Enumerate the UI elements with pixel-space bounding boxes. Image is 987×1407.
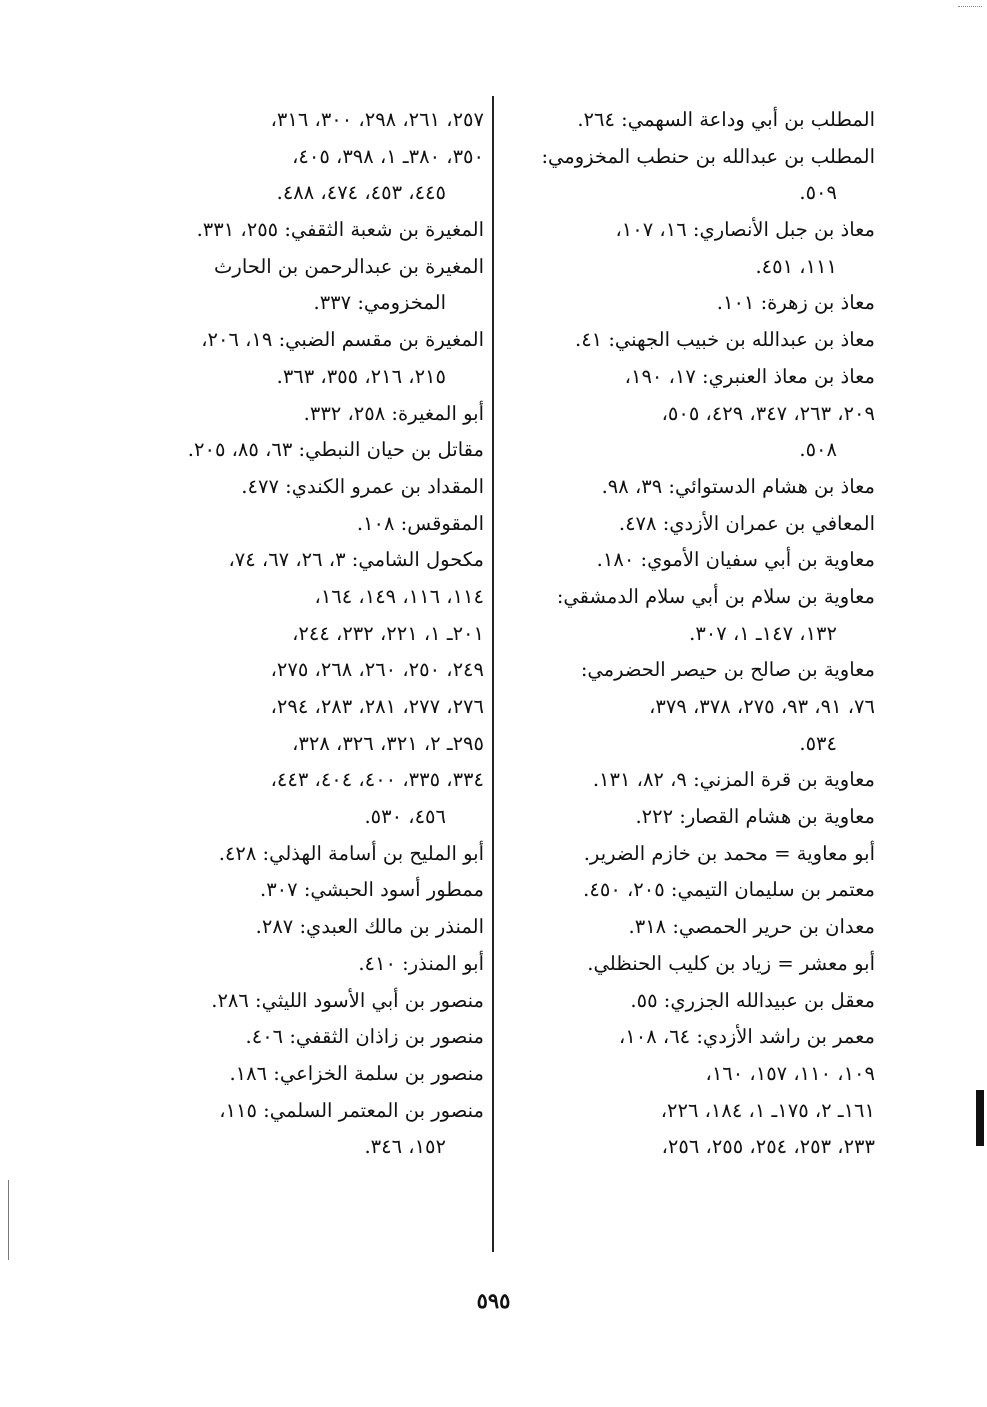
index-line: معاوية بن أبي سفيان الأموي: ١٨٠. xyxy=(596,548,875,572)
index-line: المطلب بن عبدالله بن حنطب المخزومي: xyxy=(541,144,875,168)
column-divider xyxy=(492,96,494,1252)
index-line: المغيرة بن مقسم الضبي: ١٩، ٢٠٦، xyxy=(201,328,484,352)
index-line: أبو المغيرة: ٢٥٨، ٣٣٢. xyxy=(303,401,484,425)
index-line: أبو معاوية = محمد بن خازم الضرير. xyxy=(583,841,875,865)
index-line: ١٦١ـ ٢، ١٧٥ـ ١، ١٨٤، ٢٢٦، xyxy=(660,1098,875,1122)
index-line: ٢٠٩، ٢٦٣، ٣٤٧، ٤٢٩، ٥٠٥، xyxy=(661,401,875,425)
index-line: معاوية بن قرة المزني: ٩، ٨٢، ١٣١. xyxy=(592,768,875,792)
index-line: ١١١، ٤٥١. xyxy=(755,254,837,278)
index-line: المقوقس: ١٠٨. xyxy=(356,511,484,535)
index-line: ٢٩٥ـ ٢، ٣٢١، ٣٢٦، ٣٢٨، xyxy=(292,731,484,755)
index-line: معاوية بن هشام القصار: ٢٢٢. xyxy=(635,805,875,829)
index-line: ٤٤٥، ٤٥٣، ٤٧٤، ٤٨٨. xyxy=(276,181,446,205)
index-line: ٢٥٧، ٢٦١، ٢٩٨، ٣٠٠، ٣١٦، xyxy=(270,108,484,131)
index-line: ١٣٢، ١٤٧ـ ١، ٣٠٧. xyxy=(689,621,837,645)
index-line: ٤٥٦، ٥٣٠. xyxy=(364,805,446,829)
index-line: ٢٠١ـ ١، ٢٢١، ٢٣٢، ٢٤٤، xyxy=(292,621,484,645)
scan-artifact xyxy=(958,6,982,8)
index-line: ٣٥٠، ٣٨٠ـ ١، ٣٩٨، ٤٠٥، xyxy=(292,144,484,168)
index-line: معاوية بن صالح بن حيصر الحضرمي: xyxy=(580,658,875,682)
index-line: ١٠٩، ١١٠، ١٥٧، ١٦٠، xyxy=(705,1061,875,1085)
index-line: مكحول الشامي: ٣، ٢٦، ٦٧، ٧٤، xyxy=(228,548,484,572)
index-line: معاذ بن زهرة: ١٠١. xyxy=(716,291,875,315)
index-line: معاذ بن معاذ العنبري: ١٧، ١٩٠، xyxy=(624,364,875,388)
index-line: معاذ بن هشام الدستوائي: ٣٩، ٩٨. xyxy=(601,474,875,498)
index-line: المخزومي: ٣٣٧. xyxy=(313,291,446,315)
index-line: مقاتل بن حيان النبطي: ٦٣، ٨٥، ٢٠٥. xyxy=(187,438,484,462)
index-line: المغيرة بن شعبة الثقفي: ٢٥٥، ٣٣١. xyxy=(196,218,484,242)
index-line: ٧٦، ٩١، ٩٣، ٢٧٥، ٣٧٨، ٣٧٩، xyxy=(649,695,875,718)
index-line: معقل بن عبيدالله الجزري: ٥٥. xyxy=(630,988,875,1012)
index-line: معاذ بن عبدالله بن خبيب الجهني: ٤١. xyxy=(574,328,875,352)
index-line: معمر بن راشد الأزدي: ٦٤، ١٠٨، xyxy=(618,1025,875,1049)
index-line: ممطور أسود الحبشي: ٣٠٧. xyxy=(260,878,484,902)
index-line: المعافي بن عمران الأزدي: ٤٧٨. xyxy=(618,511,875,535)
index-line: منصور بن سلمة الخزاعي: ١٨٦. xyxy=(229,1061,484,1085)
index-column-right xyxy=(505,102,875,1166)
index-line: ٢٤٩، ٢٥٠، ٢٦٠، ٢٦٨، ٢٧٥، xyxy=(270,658,484,682)
index-line: المقداد بن عمرو الكندي: ٤٧٧. xyxy=(241,474,484,498)
index-column-left xyxy=(118,102,484,1166)
index-line: المنذر بن مالك العبدي: ٢٨٧. xyxy=(255,915,484,939)
index-line: ٢٧٦، ٢٧٧، ٢٨١، ٢٨٣، ٢٩٤، xyxy=(270,695,484,718)
index-line: ٥٠٩. xyxy=(799,181,837,205)
index-line: منصور بن زاذان الثقفي: ٤٠٦. xyxy=(245,1025,484,1049)
page-edge-mark xyxy=(976,1090,984,1146)
index-line: أبو المنذر: ٤١٠. xyxy=(358,951,484,975)
index-line: ٣٣٤، ٣٣٥، ٤٠٠، ٤٠٤، ٤٤٣، xyxy=(270,768,484,792)
index-line: المطلب بن أبي وداعة السهمي: ٢٦٤. xyxy=(577,108,875,131)
index-line: المغيرة بن عبدالرحمن بن الحارث xyxy=(214,254,484,278)
index-line: ٢٣٣، ٢٥٣، ٢٥٤، ٢٥٥، ٢٥٦، xyxy=(661,1135,875,1159)
page-number: ٥٩٥ xyxy=(476,1288,511,1313)
index-line: ٥٣٤. xyxy=(799,731,837,755)
index-line: معدان بن حرير الحمصي: ٣١٨. xyxy=(628,915,875,939)
index-line: منصور بن المعتمر السلمي: ١١٥، xyxy=(219,1098,484,1122)
index-line: ٢١٥، ٢١٦، ٣٥٥، ٣٦٣. xyxy=(276,364,446,388)
index-line: ١١٤، ١١٦، ١٤٩، ١٦٤، xyxy=(314,584,484,608)
index-line: معاوية بن سلام بن أبي سلام الدمشقي: xyxy=(556,584,875,608)
scan-artifact xyxy=(8,1180,9,1260)
index-line: أبو المليح بن أسامة الهذلي: ٤٢٨. xyxy=(218,841,484,865)
index-line: أبو معشر = زياد بن كليب الحنظلي. xyxy=(587,951,875,975)
index-line: ٥٠٨. xyxy=(799,438,837,462)
index-line: منصور بن أبي الأسود الليثي: ٢٨٦. xyxy=(211,988,484,1012)
index-line: معتمر بن سليمان التيمي: ٢٠٥، ٤٥٠. xyxy=(583,878,875,902)
index-line: معاذ بن جبل الأنصاري: ١٦، ١٠٧، xyxy=(615,218,875,242)
index-line: ١٥٢، ٣٤٦. xyxy=(364,1135,446,1159)
